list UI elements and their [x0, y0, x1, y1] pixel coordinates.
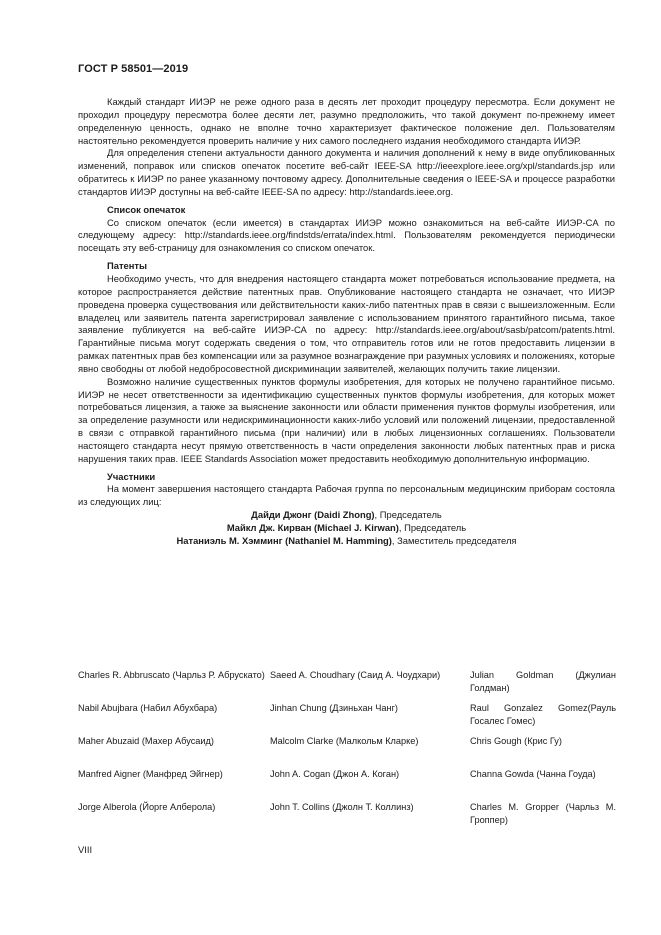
leader-role: , Заместитель председателя	[391, 534, 517, 546]
member-name: Charles R. Abbruscato (Чарльз Р. Абрускато)	[78, 670, 265, 680]
member-name: Malcolm Clarke (Малкольм Кларке)	[270, 736, 419, 746]
member-name: Jinhan Chung (Дзиньхан Чанг)	[270, 703, 398, 713]
member-name: Chris Gough (Крис Гу)	[470, 736, 562, 746]
participants-paragraph: На момент завершения настоящего стандарта Рабочая группа по персональным медицинским приборам состояла из следующих лиц:	[78, 483, 615, 508]
leader-line	[78, 522, 615, 535]
patents-heading: Патенты	[107, 260, 148, 272]
members-row	[78, 702, 616, 735]
document-header: ГОСТ Р 58501—2019	[78, 63, 189, 75]
intro-paragraph-2: Для определения степени актуальности данного документа и наличия дополнений к нему в виде опубликованных изменений, поправок или списков опечаток посетите веб-сайт IEEE-SA http://ieeexplore.ieee.org/xpl/standards.jsp или обратитесь к ИИЭР по ранее указанному почтовому адресу. Дополнительные сведения о IEEE-SA и процессе разработки стандартов ИИЭР доступны на веб-сайте IEEE-SA по адресу: http://standards.ieee.org.	[78, 147, 615, 197]
members-row	[78, 735, 616, 768]
member-name: Channa Gowda (Чанна Гоуда)	[470, 769, 596, 779]
leader-role: , Председатель	[398, 522, 467, 533]
member-name: Julian Goldman (Джулиан Голдман)	[470, 670, 616, 693]
member-name: Charles M. Gropper (Чарльз М. Гроппер)	[470, 802, 616, 825]
member-name: Raul Gonzalez Gomez(Рауль Госалес Гомес)	[470, 703, 616, 726]
leader-role: , Председатель	[374, 509, 442, 521]
member-name: Jorge Alberola (Йорге Алберола)	[78, 802, 216, 812]
members-list	[78, 669, 616, 834]
member-name: Saeed A. Choudhary (Саид А. Чоудхари)	[270, 670, 441, 680]
page-number: VIII	[78, 844, 93, 855]
member-name: John T. Collins (Джолн Т. Коллинз)	[270, 802, 414, 812]
leader-line	[78, 535, 615, 548]
leader-name: Майкл Дж. Кирван (Michael J. Kirwan)	[226, 522, 399, 533]
leader-name: Дайди Джонг (Daidi Zhong)	[251, 509, 375, 521]
members-row	[78, 801, 616, 834]
errata-heading: Список опечаток	[107, 203, 186, 215]
errata-paragraph: Со списком опечаток (если имеется) в стандартах ИИЭР можно ознакомиться на веб-сайте ИИЭР-CA по следующему адресу: http://standards.ieee.org/findstds/errata/index.html. Пользователям рекомендуется периодически посещать эту веб-страницу для ознакомления со списком опечаток.	[78, 216, 615, 254]
intro-paragraph-1: Каждый стандарт ИИЭР не реже одного раза в десять лет проходит процедуру пересмотра. Если документ не проходил процедуру пересмотра более десяти лет, разумно предположить, что такой документ по-прежнему имеет определенную ценность, однако не вполне точно характеризует фактическое положение дел. Пользователям настоятельно рекомендуется проверить наличие у них самого последнего издания необходимого стандарта ИИЭР.	[78, 96, 615, 146]
patents-paragraph-2: Возможно наличие существенных пунктов формулы изобретения, для которых не получено гарантийное письмо. ИИЭР не несет ответственности за идентификацию существенных пунктов формулы изобретения, для которых может потребоваться лицензия, а также за выяснение законности или области применения пунктов формулы изобретения, или за определение разумности или недискриминационности каких-либо условий или положений лицензии, предоставленной в связи с отправкой гарантийного письма (при наличии) или в любых лицензионных соглашениях. Пользователи настоящего стандарта несут прямую ответственность в части определения законности любых патентных прав и риска нарушения таких прав. IEEE Standards Association может предоставить необходимую дополнительную информацию.	[78, 375, 615, 464]
member-name: Manfred Aigner (Манфред Эйгнер)	[78, 769, 223, 779]
participants-heading: Участники	[107, 470, 156, 482]
leader-name: Натаниэль М. Хэмминг (Nathaniel M. Hamming)	[176, 534, 392, 546]
document-body	[78, 96, 615, 548]
member-name: Maher Abuzaid (Махер Абусаид)	[78, 736, 214, 746]
members-row	[78, 768, 616, 801]
member-name: John A. Cogan (Джон А. Коган)	[270, 769, 400, 779]
members-row	[78, 669, 616, 702]
leader-line	[78, 509, 615, 522]
patents-paragraph-1: Необходимо учесть, что для внедрения настоящего стандарта может потребоваться использование предмета, на которое распространяется действие патентных прав. Опубликование настоящего стандарта не означает, что ИИЭР проведена проверка существования или действительности каких-либо патентных прав в связи с вышеизложенным. Если владелец или заявитель патента зарегистрировал заявление с использованием принятого гарантийного письма, такое заявление публикуется на веб-сайте ИИЭР-СА по адресу: http://standards.ieee.org/about/sasb/patcom/patents.html. Гарантийные письма могут содержать сведения о том, что отправитель готов или не готов предоставить лицензии в рамках патентных прав без компенсации или за разумное вознаграждение при разумных условиях и положениях, которые явно свободны от любой недобросовестной дискриминации заявителей, желающих получить такие лицензии.	[78, 272, 615, 374]
member-name: Nabil Abujbara (Набил Абухбара)	[78, 703, 218, 713]
